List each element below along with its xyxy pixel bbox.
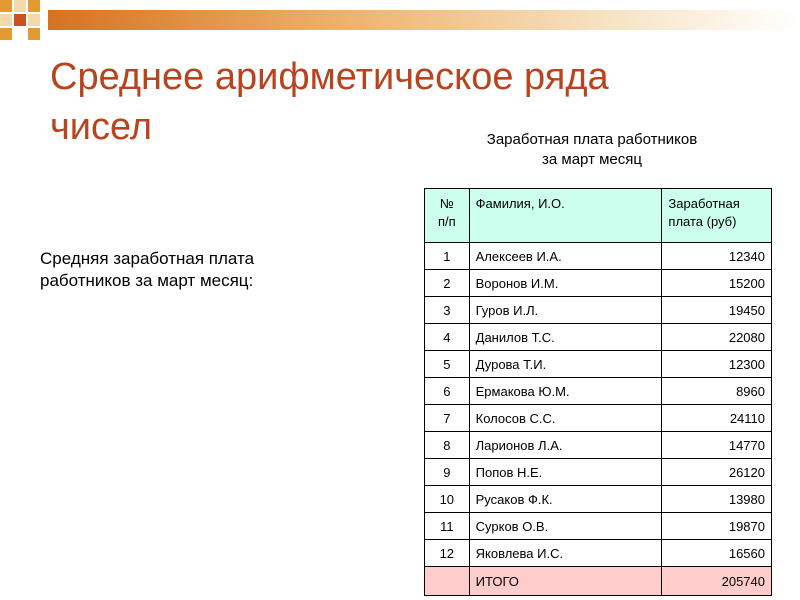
- table-row: [425, 378, 772, 405]
- employee-name-cell: Попов Н.Е.: [469, 459, 662, 486]
- total-empty-cell: [425, 567, 470, 596]
- table-row: [425, 540, 772, 567]
- table-row: [425, 270, 772, 297]
- row-number-cell: 9: [425, 459, 470, 486]
- header-name: Фамилия, И.О.: [469, 189, 662, 243]
- decorative-top-band: [48, 10, 800, 30]
- row-number-cell: 1: [425, 243, 470, 270]
- table-row: [425, 459, 772, 486]
- salary-cell: 19870: [662, 513, 772, 540]
- table-caption: [452, 130, 732, 170]
- total-row: [425, 567, 772, 596]
- table-row: [425, 486, 772, 513]
- table-row: [425, 243, 772, 270]
- deco-square: [14, 0, 26, 12]
- deco-square: [0, 0, 12, 12]
- decorative-squares: [0, 0, 40, 40]
- header-number-line1: №: [439, 196, 454, 211]
- row-number-cell: 4: [425, 324, 470, 351]
- deco-square: [28, 0, 40, 12]
- header-number-line2: п/п: [437, 214, 456, 229]
- deco-square: [0, 14, 12, 26]
- employee-name-cell: Дурова Т.И.: [469, 351, 662, 378]
- salary-cell: 26120: [662, 459, 772, 486]
- average-salary-label: Средняя заработная плата работников за март месяц:: [40, 249, 255, 290]
- row-number-cell: 7: [425, 405, 470, 432]
- salary-cell: 12340: [662, 243, 772, 270]
- employee-name-cell: Алексеев И.А.: [469, 243, 662, 270]
- employee-name-cell: Ларионов Л.А.: [469, 432, 662, 459]
- row-number-cell: 2: [425, 270, 470, 297]
- total-value: 205740: [662, 567, 772, 596]
- salary-table: [424, 188, 772, 596]
- table-caption-line2: за март месяц: [542, 151, 642, 168]
- slide-title: Среднее арифметическое ряда чисел: [50, 56, 609, 148]
- row-number-cell: 10: [425, 486, 470, 513]
- salary-cell: 14770: [662, 432, 772, 459]
- salary-cell: 13980: [662, 486, 772, 513]
- salary-cell: 12300: [662, 351, 772, 378]
- table-row: [425, 324, 772, 351]
- salary-cell: 15200: [662, 270, 772, 297]
- table-header-row: [425, 189, 772, 243]
- row-number-cell: 5: [425, 351, 470, 378]
- table-row: [425, 513, 772, 540]
- salary-cell: 19450: [662, 297, 772, 324]
- salary-cell: 24110: [662, 405, 772, 432]
- salary-cell: 16560: [662, 540, 772, 567]
- employee-name-cell: Колосов С.С.: [469, 405, 662, 432]
- table-row: [425, 432, 772, 459]
- row-number-cell: 11: [425, 513, 470, 540]
- employee-name-cell: Воронов И.М.: [469, 270, 662, 297]
- table-row: [425, 351, 772, 378]
- row-number-cell: 12: [425, 540, 470, 567]
- table-row: [425, 405, 772, 432]
- deco-square: [28, 28, 40, 40]
- deco-square: [28, 14, 40, 26]
- header-salary-line2: плата (руб): [668, 214, 737, 229]
- row-number-cell: 8: [425, 432, 470, 459]
- employee-name-cell: Ермакова Ю.М.: [469, 378, 662, 405]
- row-number-cell: 6: [425, 378, 470, 405]
- employee-name-cell: Яковлева И.С.: [469, 540, 662, 567]
- header-salary-line1: Заработная: [668, 196, 740, 211]
- table-body: [425, 243, 772, 567]
- employee-name-cell: Сурков О.В.: [469, 513, 662, 540]
- header-number: [425, 189, 470, 243]
- employee-name-cell: Русаков Ф.К.: [469, 486, 662, 513]
- employee-name-cell: Гуров И.Л.: [469, 297, 662, 324]
- row-number-cell: 3: [425, 297, 470, 324]
- header-salary: [662, 189, 772, 243]
- employee-name-cell: Данилов Т.С.: [469, 324, 662, 351]
- deco-square: [0, 28, 12, 40]
- salary-cell: 22080: [662, 324, 772, 351]
- table-caption-line1: Заработная плата работников: [486, 131, 698, 148]
- deco-square: [14, 14, 26, 26]
- total-label: ИТОГО: [469, 567, 662, 596]
- table-row: [425, 297, 772, 324]
- salary-cell: 8960: [662, 378, 772, 405]
